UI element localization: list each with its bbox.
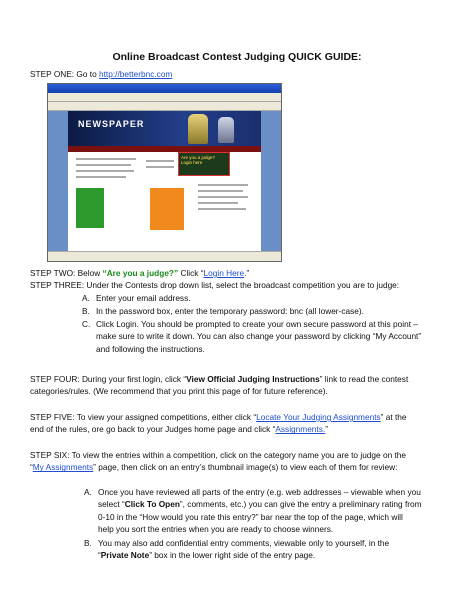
trophy-image — [218, 117, 234, 143]
text-line — [198, 202, 238, 204]
judge-login-box[interactable]: Are you a judge? Login here — [178, 152, 230, 176]
step-four: STEP FOUR: During your first login, click “View Official Judging Instructions” link to read the contest categories/rules. (We recommend that you print this page of for future reference). — [30, 374, 409, 397]
browser-menu-bar — [48, 93, 281, 102]
site-content — [68, 152, 261, 252]
list-item: C. Click Login. You should be prompted to create your own secure password at this point – make sure to write it down. You can also change your password by clicking “My Account” and following the instructions. — [82, 319, 422, 354]
my-assignments-link[interactable]: My Assignments — [32, 462, 94, 473]
list-item: A. Enter your email address. — [82, 293, 191, 303]
list-item: B. You may also add confidential entry comments, viewable only to yourself, in the “Private Note” box in the lower right side of the entry page. — [84, 538, 390, 561]
site-logo: NEWSPAPER — [78, 119, 145, 129]
page-title: Online Broadcast Contest Judging QUICK GUIDE: — [112, 51, 362, 63]
text-line — [76, 164, 131, 166]
text-line — [76, 176, 126, 178]
assignments-link[interactable]: Assignments. — [275, 424, 326, 435]
login-here-link[interactable]: Login Here — [203, 268, 245, 278]
website-screenshot — [47, 83, 282, 262]
orange-promo-box — [150, 188, 184, 230]
step-one: STEP ONE: Go to http://betterbnc.com — [30, 69, 173, 79]
text-line — [76, 158, 136, 160]
step-six: STEP SIX: To view the entries within a competition, click on the category name you are to judge on the “My Assignments” page, then click on an entry’s thumbnail image(s) to view each of them for review: — [30, 450, 407, 473]
text-line — [146, 166, 174, 168]
browser-toolbar — [48, 102, 281, 111]
text-line — [198, 190, 243, 192]
step-five: STEP FIVE: To view your assigned competitions, either click “Locate Your Judging Assignments” at the end of the rules, ore go back to your Judges home page and click “Assignments.” — [30, 412, 407, 435]
locate-assignments-link[interactable]: Locate Your Judging Assignments — [256, 412, 381, 422]
step-two: STEP TWO: Below “Are you a judge?” Click “Login Here.” — [30, 268, 250, 278]
text-line — [198, 196, 248, 198]
list-item: B. In the password box, enter the temporary password: bnc (all lower-case). — [82, 306, 364, 316]
step-three: STEP THREE: Under the Contests drop down list, select the broadcast competition you are to judge: — [30, 280, 400, 290]
browser-viewport — [48, 111, 281, 252]
trophy-image — [188, 114, 208, 144]
text-line — [198, 184, 248, 186]
site-header — [68, 111, 261, 146]
browser-title-bar — [48, 84, 281, 93]
text-line — [76, 170, 134, 172]
green-promo-box — [76, 188, 104, 228]
betterbnc-link[interactable]: http://betterbnc.com — [99, 69, 173, 79]
browser-status-bar — [48, 251, 281, 261]
text-line — [198, 208, 246, 210]
list-item: A. Once you have reviewed all parts of the entry (e.g. web addresses – viewable when you select “Click To Open”, comments, etc.) you can give the entry a preliminary rating from 0-10 in the “How would you rate this entry?” bar near the top of the page, which will help you sort the entries when you are ready to choose winners. — [84, 487, 422, 534]
text-line — [146, 160, 174, 162]
